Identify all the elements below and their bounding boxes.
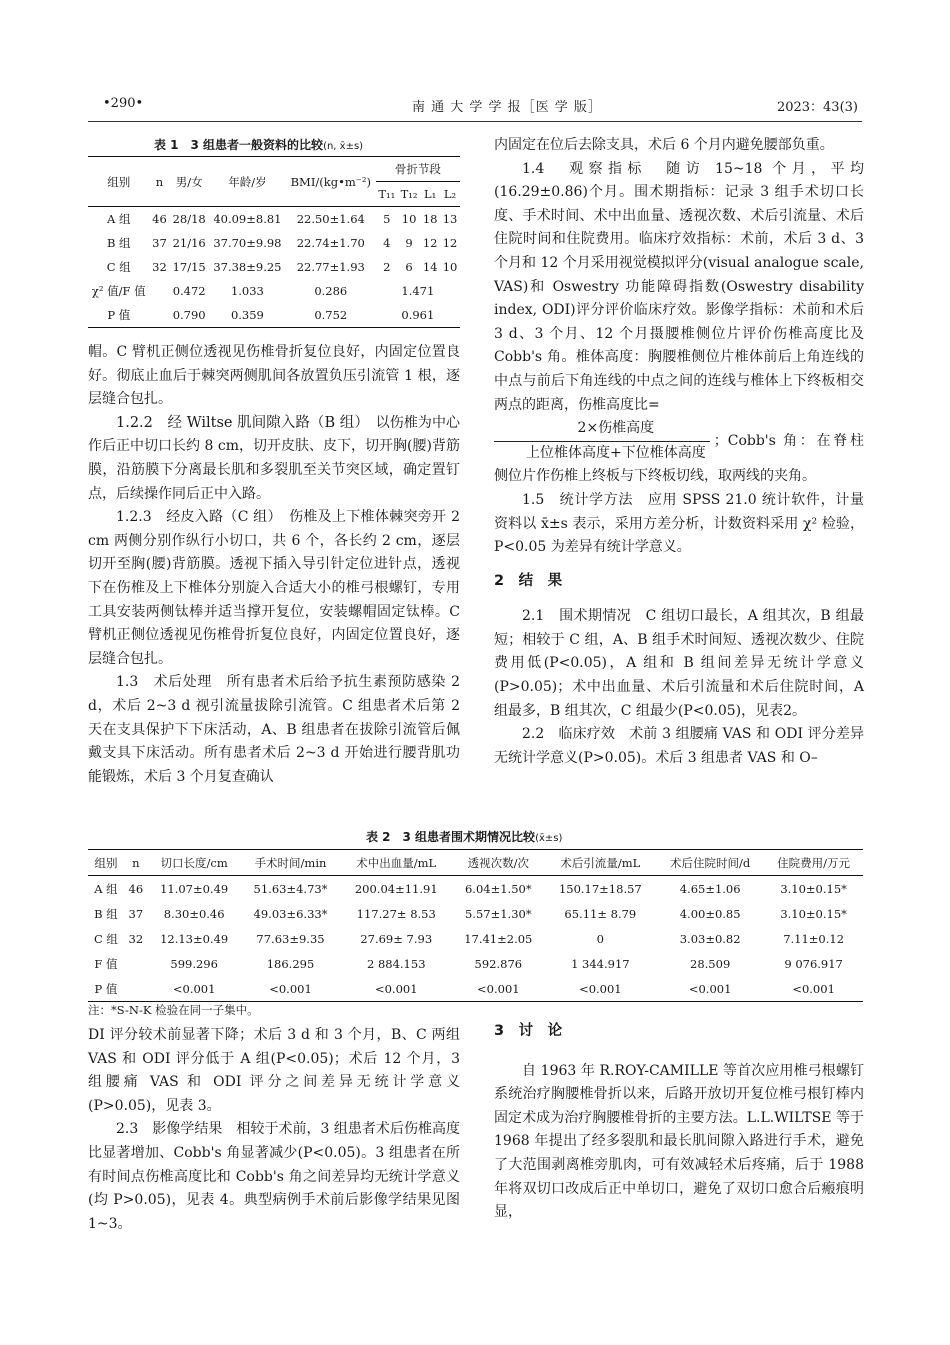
t1-cell: 10 [442, 260, 458, 274]
t2-cell: 9 076.917 [784, 956, 843, 971]
t2-cell: 3.10±0.15* [780, 881, 847, 896]
t1-header: BMI/(kg•m⁻²) [286, 157, 376, 207]
table2-note: 注：*S-N-K 检验在同一子集中。 [88, 1003, 259, 1017]
table2-title: 表 2 3 组患者围术期情况比较 [366, 830, 536, 844]
t1-cell: 0.790 [172, 308, 206, 322]
t2-cell: <0.001 [477, 981, 520, 996]
t1-cell: 37 [152, 236, 167, 250]
t1-cell: 9 [405, 236, 413, 250]
t1-cell: B 组 [106, 236, 131, 250]
t2-header: 组别 [94, 855, 118, 870]
t1-cell: χ² 值/F 值 [91, 284, 146, 298]
t1-cell: 0.752 [314, 308, 348, 322]
t2-cell: 28.509 [690, 956, 731, 971]
t1-cell: 22.77±1.93 [296, 260, 365, 274]
table1-caption [154, 136, 363, 153]
paragraph [88, 506, 460, 671]
t2-cell [124, 951, 148, 976]
paragraph: 自 1963 年 R.ROY-CAMILLE 等首次应用椎弓根螺钉系统治疗胸腰椎骨折以来，后路开放切开复位椎弓根钉棒内固定术成为治疗胸腰椎骨折的主要方法。L.L.WILTSE 等于 1968 年提出了经多裂肌和最长肌间隙入路进行手术，避免了大范围剥离椎旁肌肉，可有效减轻术后疼痛，后于 1988 年将双切口改成后正中单切口，避免了双切口愈合后瘢痕明显， [494, 1062, 864, 1221]
paragraph [494, 723, 864, 770]
subsection-heading: 1.3 术后处理 [116, 674, 213, 691]
table2-unit: (x̄±s) [535, 833, 563, 844]
paragraph-text: 以伤椎为中心作后正中切口长约 8 cm，切开皮肤、皮下，切开胸(腰)背筋膜，沿筋膜下分离最长肌和多裂肌至关节突区域，确定置钉点，后续操作同后正中入路。 [88, 414, 460, 502]
t1-cell: 40.09±8.81 [213, 212, 282, 226]
header-rule [88, 121, 862, 122]
table-row [88, 901, 863, 926]
t2-header: n [132, 855, 140, 870]
t2-cell: 12.13±0.49 [160, 931, 229, 946]
t1-cell: 1.033 [230, 284, 264, 298]
t1-cell: 37.38±9.25 [213, 260, 282, 274]
paragraph-text: 随访 15~18 个月，平均(16.29±0.86)个月。围术期指标：记录 3 组手术切口长度、手术时间、术中出血量、透视次数、术后引流量、术后住院时间和住院费用。临床疗效指标：术前，术后 3 d、3 个月和 12 个月采用视觉模拟评分(visual analogue scale, VAS)和 Oswestry 功能障碍指数(Oswestry disability index, ODI)评分评价临床疗效。影像学指标：术前和术后 3 d、3 个月、12 个月摄腰椎侧位片评价伤椎高度比及 Cobb's 角。椎体高度：胸腰椎侧位片椎体前后上角连线的中点与前后下角连线的中点之间的连线与椎体上下终板相交两点的距离，伤椎高度比= [494, 160, 864, 413]
t1-cell: 13 [442, 212, 458, 226]
t1-header: n [150, 157, 170, 207]
t2-cell: <0.001 [269, 981, 312, 996]
issue-info: 2023：43(3) [776, 100, 858, 115]
t1-header: 年龄/岁 [209, 157, 286, 207]
t2-cell: <0.001 [172, 981, 216, 996]
t2-cell: 17.41±2.05 [464, 931, 533, 946]
table-row [88, 303, 460, 328]
t2-cell: <0.001 [374, 981, 418, 996]
table-row [88, 279, 460, 303]
t2-cell: 3.03±0.82 [679, 931, 741, 946]
t2-header: 术后住院时间/d [670, 855, 751, 870]
table-row [88, 231, 460, 255]
t2-cell: 11.07±0.49 [160, 881, 229, 896]
t2-cell: P 值 [94, 981, 118, 996]
subsection-heading: 2.3 影像学结果 [116, 1121, 223, 1138]
formula-denominator: 上位椎体高度+下位椎体高度 [526, 444, 706, 461]
t1-cell: 0.286 [314, 284, 348, 298]
table-row [88, 255, 460, 279]
journal-title: 南 通 大 学 学 报［医 学 版］ [412, 100, 602, 115]
t1-cell: 14 [422, 260, 438, 274]
t1-cell: 37.70±9.98 [213, 236, 282, 250]
t1-header: 组别 [88, 157, 150, 207]
t1-cell: 0.359 [230, 308, 264, 322]
table1-title: 表 1 3 组患者一般资料的比较 [154, 138, 324, 152]
table2-caption [366, 828, 562, 845]
paragraph [494, 605, 864, 723]
t1-cell: 28/18 [172, 212, 206, 226]
t2-cell: 117.27± 8.53 [356, 906, 436, 921]
t1-subheader: L₁ [424, 187, 437, 201]
t1-cell: 1.471 [401, 284, 435, 298]
t1-subheader: L₂ [443, 187, 457, 201]
t1-cell: 10 [401, 212, 417, 226]
t1-cell: 4 [383, 236, 391, 250]
t1-cell: 12 [442, 236, 458, 250]
t1-cell: 46 [152, 212, 167, 226]
t1-subheader: T₁₁ [378, 187, 396, 201]
t2-cell: 3.10±0.15* [780, 906, 847, 921]
left-column-text [88, 341, 460, 789]
t2-cell: F 值 [94, 956, 118, 971]
t1-header: 男/女 [169, 157, 209, 207]
paragraph-text: 相较于术前，3 组患者术后伤椎高度比显著增加、Cobb's 角显著减少(P<0.05)。3 组患者在所有时间点伤椎高度比和 Cobb's 角之间差异均无统计学意义(均 P>0.05)，见表 4。典型病例手术前后影像学结果见图 1~3。 [88, 1121, 461, 1232]
t2-cell: 8.30±0.46 [163, 906, 225, 921]
t2-cell: 592.876 [474, 956, 523, 971]
t2-cell: 2 884.153 [366, 956, 426, 971]
t1-cell: 22.50±1.64 [296, 212, 365, 226]
t1-cell: C 组 [106, 260, 131, 274]
t2-header: 手术时间/min [254, 855, 327, 870]
paragraph-text: C 组切口最长，A 组其次，B 组最短；相较于 C 组，A、B 组手术时间短、透视次数少、住院费用低(P<0.05)，A 组和 B 组间差异无统计学意义(P>0.05)；术中出血量、术后引流量和术后住院时间，A 组最多，B 组其次，C 组最少(P<0.05)，见表2。 [494, 608, 864, 719]
t2-cell: 599.296 [170, 956, 218, 971]
t2-cell: 32 [128, 931, 144, 946]
subsection-heading: 1.5 统计学方法 [522, 491, 634, 508]
t2-cell: 49.03±6.33* [253, 906, 328, 921]
formula-numerator: 2×伤椎高度 [494, 417, 710, 442]
paragraph-text: 伤椎及上下椎体棘突旁开 2 cm 两侧分别作纵行小切口，共 6 个，各长约 2 cm，逐层切开至胸(腰)背筋膜。透视下插入导引针定位进针点，透视下在伤椎及上下椎体分别旋入合适大小的椎弓根螺钉，专用工具安装两侧钛棒并适当撑开复位，安装螺帽固定钛棒。C 臂机正侧位透视见伤椎骨折复位良好，内固定位置良好，逐层缝合包扎。 [88, 509, 460, 667]
paragraph: 帽。C 臂机正侧位透视见伤椎骨折复位良好，内固定位置良好。彻底止血后于棘突两侧肌间各放置负压引流管 1 根，逐层缝合包扎。 [88, 344, 460, 408]
t1-cell: 0.472 [172, 284, 206, 298]
subsection-heading: 1.2.2 经 Wiltse 肌间隙入路（B 组） [116, 414, 362, 431]
t1-cell: 2 [383, 260, 391, 274]
t2-cell: 150.17±18.57 [558, 881, 642, 896]
t1-cell: 21/16 [172, 236, 206, 250]
t2-cell: <0.001 [579, 981, 622, 996]
paragraph [88, 412, 460, 506]
t2-header: 术中出血量/mL [356, 855, 437, 870]
t1-header: 骨折节段 [376, 157, 460, 182]
t1-cell: 0.961 [401, 308, 435, 322]
bottom-right-text [494, 1020, 864, 1225]
t2-header: 切口长度/cm [160, 855, 228, 870]
t1-cell: 12 [422, 236, 438, 250]
table2 [88, 849, 863, 1002]
t2-cell: <0.001 [792, 981, 835, 996]
paragraph-text: 所有患者术后给予抗生素预防感染 2 d，术后 2~3 d 视引流量拔除引流管。C 组患者术后第 2 天在支具保护下下床活动，A、B 组患者在拔除引流管后佩戴支具下床活动。所有患者术后 2~3 d 开始进行腰背肌功能锻炼，术后 3 个月复查确认 [88, 674, 460, 785]
right-column-text [494, 134, 864, 770]
paragraph-text: ；Cobb's 角：在脊柱侧位片作伤椎上终板与下终板切线，取两线的夹角。 [494, 433, 864, 485]
t1-cell: 17/15 [172, 260, 206, 274]
table1-unit: (n, x̄±s) [323, 141, 364, 152]
t2-cell: 5.57±1.30* [464, 906, 532, 921]
table-row [88, 951, 863, 976]
t1-cell: P 值 [107, 308, 131, 322]
t2-cell: A 组 [94, 881, 118, 896]
subsection-heading: 1.4 观察指标 [522, 160, 647, 177]
t2-cell: 46 [128, 881, 144, 896]
t2-header: 术后引流量/mL [560, 855, 641, 870]
table1 [88, 156, 460, 328]
paragraph: 内固定在位后去除支具，术后 6 个月内避免腰部负重。 [494, 137, 834, 153]
t2-cell: 27.69± 7.93 [360, 931, 433, 946]
subsection-heading: 2.1 围术期情况 [522, 608, 632, 625]
paragraph [494, 489, 864, 560]
t2-cell: 77.63±9.35 [256, 931, 325, 946]
t2-cell: 37 [128, 906, 144, 921]
t1-cell: 22.74±1.70 [296, 236, 365, 250]
t2-header: 透视次数/次 [467, 855, 529, 870]
t2-cell [124, 976, 148, 1002]
t2-cell: 4.00±0.85 [679, 906, 741, 921]
t2-cell: <0.001 [688, 981, 732, 996]
paragraph [88, 671, 460, 789]
t2-cell: 4.65±1.06 [679, 881, 741, 896]
paragraph [88, 1118, 460, 1236]
section-heading: 2 结 果 [494, 572, 563, 589]
t1-cell: 6 [405, 260, 413, 274]
t2-cell: 186.295 [266, 956, 315, 971]
bottom-left-text [88, 1024, 460, 1236]
t1-subheader: T₁₂ [400, 187, 418, 201]
t2-cell: 51.63±4.73* [253, 881, 328, 896]
t1-cell: 32 [152, 260, 167, 274]
t2-cell: 1 344.917 [571, 956, 630, 971]
paragraph-text: 术前 3 组腰痛 VAS 和 ODI 评分差异无统计学意义(P>0.05)。术后 3 组患者 VAS 和 O– [494, 726, 864, 766]
paragraph [494, 158, 864, 489]
table-row [88, 876, 863, 902]
t1-cell: 5 [383, 212, 391, 226]
t2-cell: B 组 [94, 906, 118, 921]
t2-cell: 65.11± 8.79 [564, 906, 637, 921]
t2-cell: 7.11±0.12 [783, 931, 845, 946]
t2-header: 住院费用/万元 [777, 855, 851, 870]
t2-cell: 6.04±1.50* [464, 881, 532, 896]
t2-cell: 200.04±11.91 [354, 881, 438, 896]
t2-cell: 0 [596, 931, 604, 946]
section-heading: 3 讨 论 [494, 1023, 563, 1039]
paragraph: DI 评分较术前显著下降；术后 3 d 和 3 个月，B、C 两组 VAS 和 ODI 评分低于 A 组(P<0.05)；术后 12 个月，3 组腰痛 VAS 和 ODI 评分之间差异无统计学意义(P>0.05)，见表 3。 [88, 1027, 460, 1114]
t1-cell: 18 [422, 212, 438, 226]
paragraph-text: 应用 SPSS 21.0 统计软件，计量资料以 x̄±s 表示，采用方差分析，计数资料采用 χ² 检验，P<0.05 为差异有统计学意义。 [494, 491, 865, 556]
subsection-heading: 1.2.3 经皮入路（C 组） [116, 509, 275, 526]
subsection-heading: 2.2 临床疗效 [522, 726, 616, 743]
page-number: •290• [103, 96, 144, 111]
t2-cell: C 组 [93, 931, 118, 946]
table-row [88, 976, 863, 1002]
height-ratio-formula [494, 417, 710, 465]
table-row [88, 926, 863, 951]
t1-cell: A 组 [107, 212, 131, 226]
table-row [88, 207, 460, 232]
